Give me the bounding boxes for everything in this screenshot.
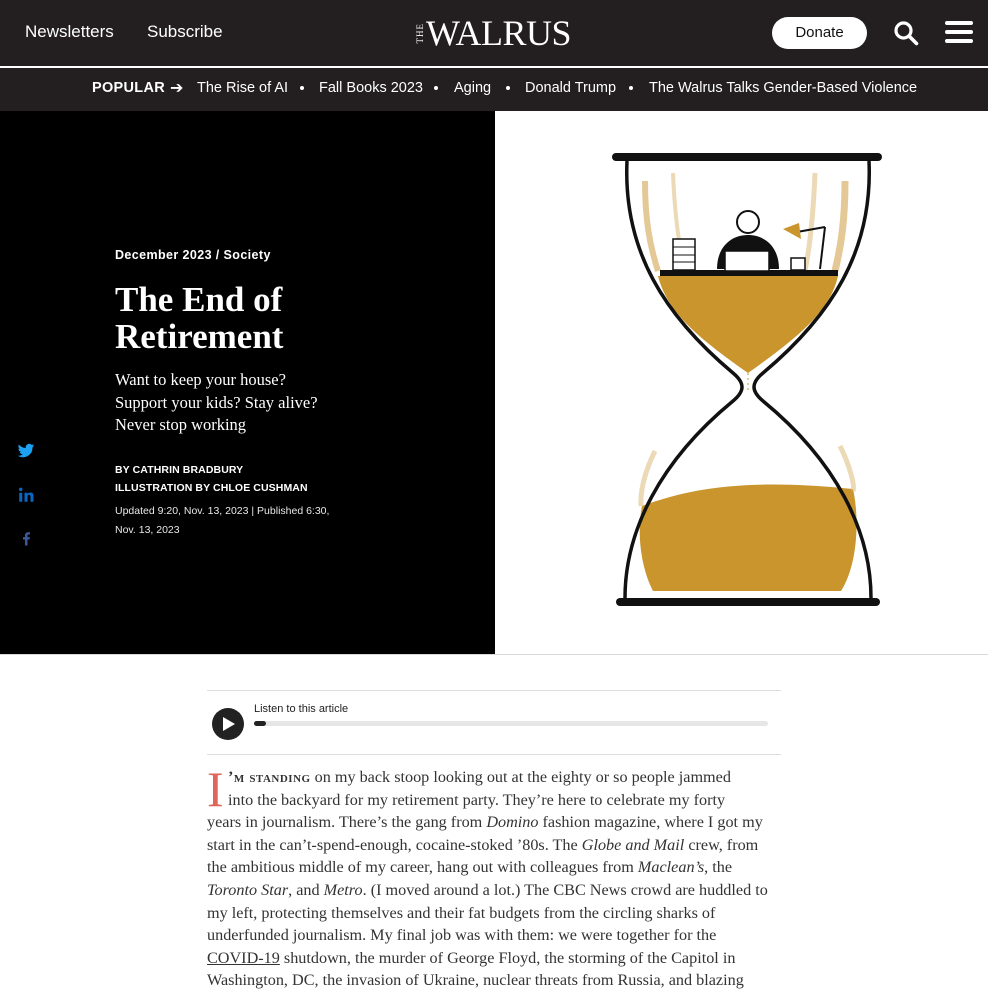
author-link[interactable]: BY CATHRIN BRADBURY bbox=[115, 464, 244, 476]
linkedin-icon[interactable] bbox=[17, 486, 35, 504]
walrus-logo[interactable] bbox=[416, 14, 571, 52]
covid-link[interactable]: COVID-19 bbox=[207, 948, 280, 967]
drop-cap: I bbox=[207, 761, 224, 817]
popular-link-trump[interactable]: Donald Trump bbox=[525, 80, 617, 96]
body-line: underfunded journalism. My final job was with them: we were together for the bbox=[207, 926, 717, 945]
popular-link-ai[interactable]: The Rise of AI bbox=[197, 80, 289, 96]
publication-name: Globe and Mail bbox=[581, 835, 685, 854]
body-line: Washington, DC, the invasion of Ukraine, nuclear threats from Russia, and blazing bbox=[207, 971, 744, 990]
separator-dot bbox=[629, 86, 633, 90]
publication-name: Toronto Star bbox=[207, 880, 289, 899]
audio-progress-track[interactable] bbox=[254, 721, 768, 726]
listen-label: Listen to this article bbox=[254, 703, 349, 715]
publication-name: Domino bbox=[486, 813, 539, 832]
subscribe-link[interactable]: Subscribe bbox=[147, 22, 223, 41]
audio-progress-fill bbox=[254, 721, 266, 726]
dek-line: Want to keep your house? bbox=[115, 370, 286, 389]
dek-line: Support your kids? Stay alive? bbox=[115, 392, 318, 412]
dateline-text: Nov. 13, 2023 bbox=[115, 524, 180, 536]
body-text: start in the can’t-spend-enough, cocaine-stoked ’80s. The bbox=[207, 835, 582, 854]
logo-the: THE bbox=[415, 22, 425, 44]
donate-button[interactable]: Donate bbox=[772, 17, 867, 49]
publication-name: Maclean’s bbox=[637, 858, 705, 877]
dateline-text: Updated 9:20, Nov. 13, 2023 | Published 6:30, bbox=[115, 505, 330, 517]
logo-name: WALRUS bbox=[426, 13, 572, 53]
separator-dot bbox=[506, 86, 510, 90]
body-line bbox=[207, 834, 785, 857]
body-line bbox=[207, 947, 785, 970]
title-line: The End of bbox=[115, 280, 283, 319]
lead-in: ’m standing bbox=[228, 768, 311, 786]
body-line: my left, protecting themselves and their fat budgets from the circling sharks of bbox=[207, 903, 716, 922]
separator-dot bbox=[300, 86, 304, 90]
play-icon bbox=[223, 717, 235, 731]
article-dateline bbox=[115, 502, 335, 540]
newsletters-link[interactable]: Newsletters bbox=[25, 22, 114, 41]
body-text: , the bbox=[704, 858, 733, 877]
body-text: the ambitious middle of my career, hang out with colleagues from bbox=[207, 858, 638, 877]
body-text: on my back stoop looking out at the eighty or so people jammed bbox=[310, 768, 731, 786]
popular-link-fall-books[interactable]: Fall Books 2023 bbox=[319, 80, 423, 96]
search-icon[interactable] bbox=[893, 20, 919, 46]
play-button[interactable] bbox=[212, 708, 244, 740]
body-line bbox=[207, 879, 785, 902]
audio-divider-top bbox=[207, 690, 781, 691]
article-kicker[interactable]: December 2023 / Society bbox=[115, 248, 271, 262]
illustrator-link[interactable]: ILLUSTRATION BY CHLOE CUSHMAN bbox=[115, 482, 308, 494]
popular-label: POPULAR bbox=[92, 80, 165, 96]
body-text: . (I moved around a lot.) The CBC News crowd are huddled to bbox=[362, 880, 768, 899]
body-text: fashion magazine, where I got my bbox=[538, 813, 763, 832]
title-line: Retirement bbox=[115, 317, 284, 356]
twitter-icon[interactable] bbox=[17, 442, 35, 460]
arrow-right-icon: ➔ bbox=[170, 80, 184, 97]
site-header bbox=[0, 0, 988, 66]
body-line bbox=[207, 766, 785, 789]
separator-dot bbox=[434, 86, 438, 90]
hero-illustration bbox=[495, 111, 988, 654]
hourglass-illustration bbox=[495, 111, 988, 654]
popular-link-walrus-talks[interactable]: The Walrus Talks Gender-Based Violence bbox=[649, 80, 918, 96]
dek-line: Never stop working bbox=[115, 415, 247, 434]
article-dek bbox=[115, 369, 355, 437]
body-text: shutdown, the murder of George Floyd, the storming of the Capitol in bbox=[279, 948, 736, 967]
body-text: crew, from bbox=[684, 835, 759, 854]
popular-bar bbox=[0, 68, 988, 111]
hero-divider bbox=[0, 654, 988, 655]
body-line: into the backyard for my retirement party. They’re here to celebrate my forty bbox=[228, 790, 726, 809]
article-title bbox=[115, 281, 445, 355]
body-text: years in journalism. There’s the gang from bbox=[207, 813, 487, 832]
article-body bbox=[207, 761, 785, 992]
hamburger-menu-icon[interactable] bbox=[945, 21, 973, 43]
body-text: , and bbox=[288, 880, 324, 899]
body-line bbox=[207, 856, 785, 879]
article-byline bbox=[115, 461, 308, 497]
publication-name: Metro bbox=[323, 880, 363, 899]
facebook-icon[interactable] bbox=[17, 529, 35, 547]
audio-divider-bottom bbox=[207, 754, 781, 755]
body-line bbox=[207, 811, 785, 834]
popular-link-aging[interactable]: Aging bbox=[454, 80, 492, 96]
